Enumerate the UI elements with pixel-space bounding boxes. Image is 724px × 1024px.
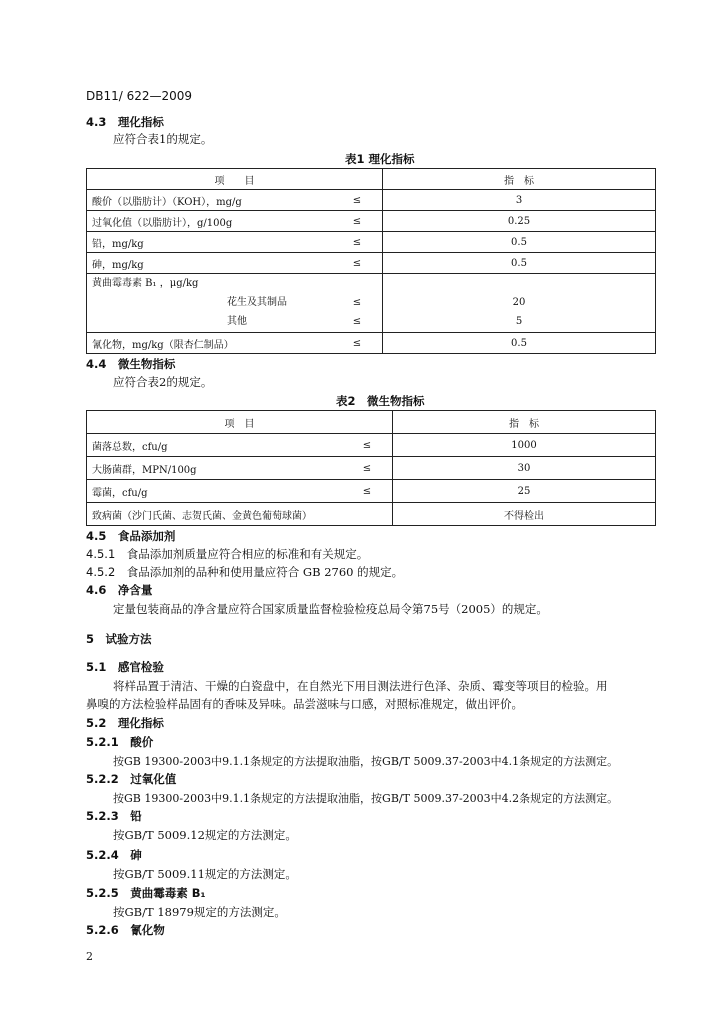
table1-aflatoxin-symbols [332, 274, 383, 333]
section-5-1-line2: 鼻嗅的方法检验样品固有的香味及异味。品尝滋味与口感，对照标准规定，做出评价。 [86, 697, 523, 711]
section-4-5-heading: 4.5 食品添加剂 [86, 529, 176, 543]
table2-row-symbol: ≤ [342, 480, 393, 503]
table2-row-symbol: ≤ [342, 457, 393, 480]
table2-row-symbol [342, 503, 393, 526]
section-4-5-1-number: 4.5.1 [86, 547, 116, 561]
section-4-5-2-number: 4.5.2 [86, 565, 116, 579]
table1-row-item: 过氧化值（以脂肪计），g/100g [87, 211, 333, 232]
table2-caption: 表2 微生物指标 [336, 394, 425, 408]
table1-row-value: 0.5 [383, 232, 656, 253]
table1-row-symbol: ≤ [332, 232, 383, 253]
table2-row-value: 1000 [393, 434, 656, 457]
section-5-heading: 5 试验方法 [86, 632, 152, 646]
section-5-2-6-heading: 5.2.6 氰化物 [86, 923, 165, 937]
section-4-5-1-text: 食品添加剂质量应符合相应的标准和有关规定。 [126, 547, 369, 561]
section-5-2-3-text: 按GB/T 5009.12规定的方法测定。 [113, 828, 297, 842]
table1-aflatoxin-value2: 5 [515, 316, 523, 327]
table1-header-value: 指 标 [383, 169, 656, 190]
table1-header-item: 项 目 [87, 169, 383, 190]
section-4-5-2 [86, 564, 403, 580]
table2-header-value: 指 标 [393, 411, 656, 434]
table1-row-symbol: ≤ [332, 211, 383, 232]
section-5-1-heading: 5.1 感官检验 [86, 660, 164, 674]
document-code: DB11/ 622—2009 [86, 89, 193, 103]
section-5-2-2-text: 按GB 19300-2003中9.1.1条规定的方法提取油脂，按GB/T 5009.37-2003中4.2条规定的方法测定。 [113, 792, 619, 805]
table2-row-item: 菌落总数，cfu/g [87, 434, 343, 457]
table1-aflatoxin-label: 黄曲霉毒素 B₁ ，μg/kg [92, 278, 199, 289]
table1-row-symbol: ≤ [332, 253, 383, 274]
table1-aflatoxin-sub2: 其他 [227, 316, 247, 327]
table2-row-value: 30 [393, 457, 656, 480]
table1-aflatoxin-value1: 20 [512, 297, 526, 308]
section-5-2-5-text: 按GB/T 18979规定的方法测定。 [113, 905, 286, 919]
section-5-2-heading: 5.2 理化指标 [86, 716, 164, 730]
table2-row-item: 霉菌，cfu/g [87, 480, 343, 503]
section-4-5-2-text: 食品添加剂的品种和使用量应符合 GB 2760 的规定。 [126, 565, 404, 579]
table1-row-item: 砷，mg/kg [87, 253, 333, 274]
table1-aflatoxin-sym2: ≤ [352, 316, 362, 327]
table2-row-value: 25 [393, 480, 656, 503]
table1-row-item: 酸价（以脂肪计）（KOH），mg/g [87, 190, 333, 211]
table2-row-value: 不得检出 [393, 503, 656, 526]
section-4-3-heading: 4.3 理化指标 [86, 115, 164, 129]
section-4-4-text: 应符合表2的规定。 [113, 375, 213, 389]
table1-row-item: 铅，mg/kg [87, 232, 333, 253]
section-4-5-1 [86, 546, 368, 562]
table1-aflatoxin-item [87, 274, 333, 333]
table1-aflatoxin-sym1: ≤ [352, 297, 362, 308]
table1-aflatoxin-sub1: 花生及其制品 [227, 297, 287, 308]
section-5-1-line1: 将样品置于清洁、干燥的白瓷盘中，在自然光下用目测法进行色泽、杂质、霉变等项目的检验。用 [113, 679, 608, 693]
section-4-6-text: 定量包装商品的净含量应符合国家质量监督检验检疫总局令第75号（2005）的规定。 [113, 602, 548, 616]
table2-row-item: 致病菌（沙门氏菌、志贺氏菌、金黄色葡萄球菌） [87, 503, 343, 526]
table2 [86, 410, 656, 526]
table1-row-symbol: ≤ [332, 190, 383, 211]
table1-caption: 表1 理化指标 [345, 152, 415, 166]
table1-cyanide-symbol: ≤ [332, 333, 383, 354]
table1-cyanide-value: 0.5 [383, 333, 656, 354]
table1-row-value: 3 [383, 190, 656, 211]
section-5-2-4-text: 按GB/T 5009.11规定的方法测定。 [113, 867, 297, 881]
section-5-2-3-heading: 5.2.3 铅 [86, 809, 142, 823]
table2-row-symbol: ≤ [342, 434, 393, 457]
page-number: 2 [86, 950, 93, 963]
section-4-4-heading: 4.4 微生物指标 [86, 357, 176, 371]
section-4-6-heading: 4.6 净含量 [86, 583, 153, 597]
table2-header-item: 项 目 [87, 411, 393, 434]
table1-row-value: 0.5 [383, 253, 656, 274]
section-5-2-1-heading: 5.2.1 酸价 [86, 735, 154, 749]
section-5-2-5-heading: 5.2.5 黄曲霉毒素 B₁ [86, 886, 206, 900]
table1-cyanide-item: 氰化物，mg/kg（限杏仁制品） [87, 333, 333, 354]
table2-row-item: 大肠菌群，MPN/100g [87, 457, 343, 480]
table1-aflatoxin-values [383, 274, 656, 333]
table1-row-value: 0.25 [383, 211, 656, 232]
section-5-2-4-heading: 5.2.4 砷 [86, 848, 142, 862]
section-4-3-text: 应符合表1的规定。 [113, 132, 213, 146]
table1 [86, 168, 656, 354]
section-5-2-2-heading: 5.2.2 过氧化值 [86, 772, 177, 786]
section-5-2-1-text: 按GB 19300-2003中9.1.1条规定的方法提取油脂，按GB/T 5009.37-2003中4.1条规定的方法测定。 [113, 755, 619, 768]
